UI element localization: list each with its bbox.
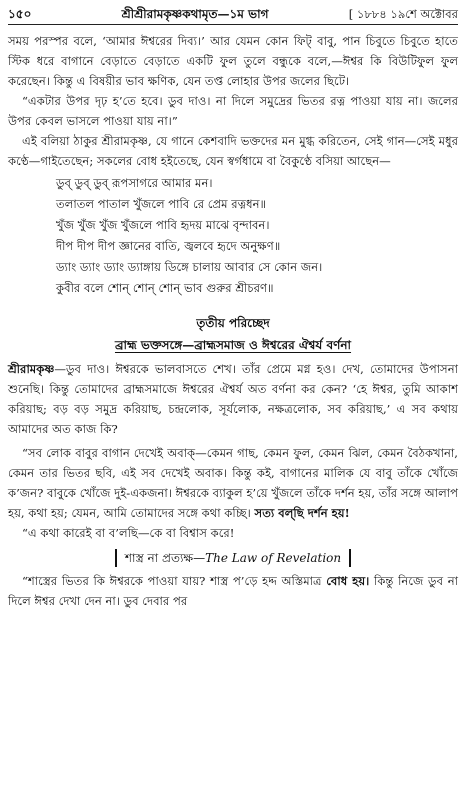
paragraph-2: “একটার উপর দৃঢ় হ’তে হবে। ডুব দাও। না দিলে সমুদ্রের ভিতর রত্ন পাওয়া যায় না। জলের উপর কেবল ভাসলে পাওয়া যায় না।” [8,94,458,128]
book-title: শ্রীশ্রীরামকৃষ্ণকথামৃত—১ম ভাগ [121,7,269,21]
box-heading-bengali: শাস্ত্র না প্রত্যক্ষ— [124,551,206,565]
paragraph-7-text: “শাস্ত্রের ভিতর কি ঈশ্বরকে পাওয়া যায়? শাস্ত্র প’ড়ে হদ্দ অস্তিমাত্র [22,574,322,588]
section-heading-text: ব্রাহ্ম ভক্তসঙ্গে—ব্রাহ্মসমাজ ও ঈশ্বরের ঐশ্বর্য বর্ণনা [114,338,352,352]
song-verse [8,173,458,299]
song-line: ড্যাং ড্যাং ড্যাং ড্যাঙ্গায় ডিঙ্গে চালায় আবার সে কোন জন। [56,260,323,274]
box-heading-wrap [8,547,458,567]
song-line: কুবীর বলে শোন্ শোন্ শোন্ ভাব গুরুর শ্রীচরণ॥ [56,281,274,295]
paragraph-5-text: “সব লোক বাবুর বাগান দেখেই অবাক্—কেমন গাছ, কেমন ফুল, কেমন ঝিল, কেমন বৈঠকখানা, কেমন তার ভিতর ছবি, এই সব দেখেই অবাক। কিন্তু কই, বাগানের মালিক যে বাবু তাঁকে খোঁজে ক’জন? বাবুকে খোঁজে দুই-একজনা। ঈশ্বরকে ব্যাকুল হ’য়ে খুঁজলে তাঁকে দর্শন হয়, তাঁর সঙ্গে আলাপ হয়, কথা হয়; যেমন, আমি তোমাদের সঙ্গে কথা কচ্ছি। [8,446,458,520]
paragraph-5-emphasis: সত্য বল্‌ছি দর্শন হয়! [254,506,350,520]
running-header [8,6,458,25]
paragraph-7 [8,571,458,611]
paragraph-7-text-after: কিন্তু নিজে ডুব না দিলে ঈশ্বর দেখা দেন না। ডুব দেবার পর [8,574,458,608]
box-heading-english: The Law of Revelation [205,551,342,565]
page-number: ১৫০ [8,7,32,21]
section-heading [8,335,458,355]
paragraph-6: “এ কথা কারেই বা ব’লছি—কে বা বিশ্বাস করে! [22,526,235,540]
box-heading [115,549,351,567]
paragraph-4-text: —ডুব দাও। ঈশ্বরকে ভালবাসতে শেখ। তাঁর প্রেমে মগ্ন হও। দেখ, তোমাদের উপাসনা শুনেছি। কিন্তু তোমাদের ব্রাহ্মসমাজে ঈশ্বরের ঐশ্বর্য অত বর্ণনা কর কেন? ‘হে ঈশ্বর, তুমি আকাশ করিয়াছ; বড় বড় সমুদ্র করিয়াছ, চন্দ্রলোক, সূর্যলোক, নক্ষত্রলোক, সব করিয়াছ,’ এ সব কথায় আমাদের অত কাজ কি? [8,362,458,436]
paragraph-5 [8,443,458,523]
song-line: তলাতল পাতাল খুঁজলে পাবি রে প্রেম রত্নধন॥ [56,197,267,211]
song-line: খুঁজ খুঁজ খুঁজ খুঁজলে পাবি হৃদয় মাঝে বৃন্দাবন। [56,218,270,232]
paragraph-7-emphasis: বোধ হয়। [326,574,370,588]
song-line: ডুব্ ডুব্ ডুব্ রূপসাগরে আমার মন। [56,176,213,190]
paragraph-4 [8,359,458,439]
chapter-heading: তৃতীয় পরিচ্ছেদ [196,316,270,330]
song-line: দীপ দীপ দীপ জ্ঞানের বাতি, জ্বলবে হৃদে অনুক্ষণ॥ [56,239,281,253]
header-date: [ ১৮৮৪ ১৯শে অক্টোবর [348,7,458,21]
speaker-name: শ্রীরামকৃষ্ণ [8,362,55,376]
paragraph-1: সময় পরস্পর বলে, ‘আমার ঈশ্বরের দিব্য।’ আর যেমন কোন ফিট্ বাবু, পান চিবুতে চিবুতে হাতে স্টিক ধরে বাগানে বেড়াতে বেড়াতে একটি ফুল তুলে বন্ধুকে বলে,—ঈশ্বর কি বিউটিফুল ফুল করেছেন। কিন্তু এ বিষয়ীর ভাব ক্ষণিক, যেন তপ্ত লোহার উপর জলের ছিটে। [8,34,458,88]
paragraph-3: এই বলিয়া ঠাকুর শ্রীরামকৃষ্ণ, যে গানে কেশবাদি ভক্তদের মন মুগ্ধ করিতেন, সেই গান—সেই মধুর কণ্ঠে—গাইতেছেন; সকলের বোধ হইতেছে, যেন স্বর্গধামে বা বৈকুণ্ঠে বসিয়া আছেন— [8,134,458,168]
